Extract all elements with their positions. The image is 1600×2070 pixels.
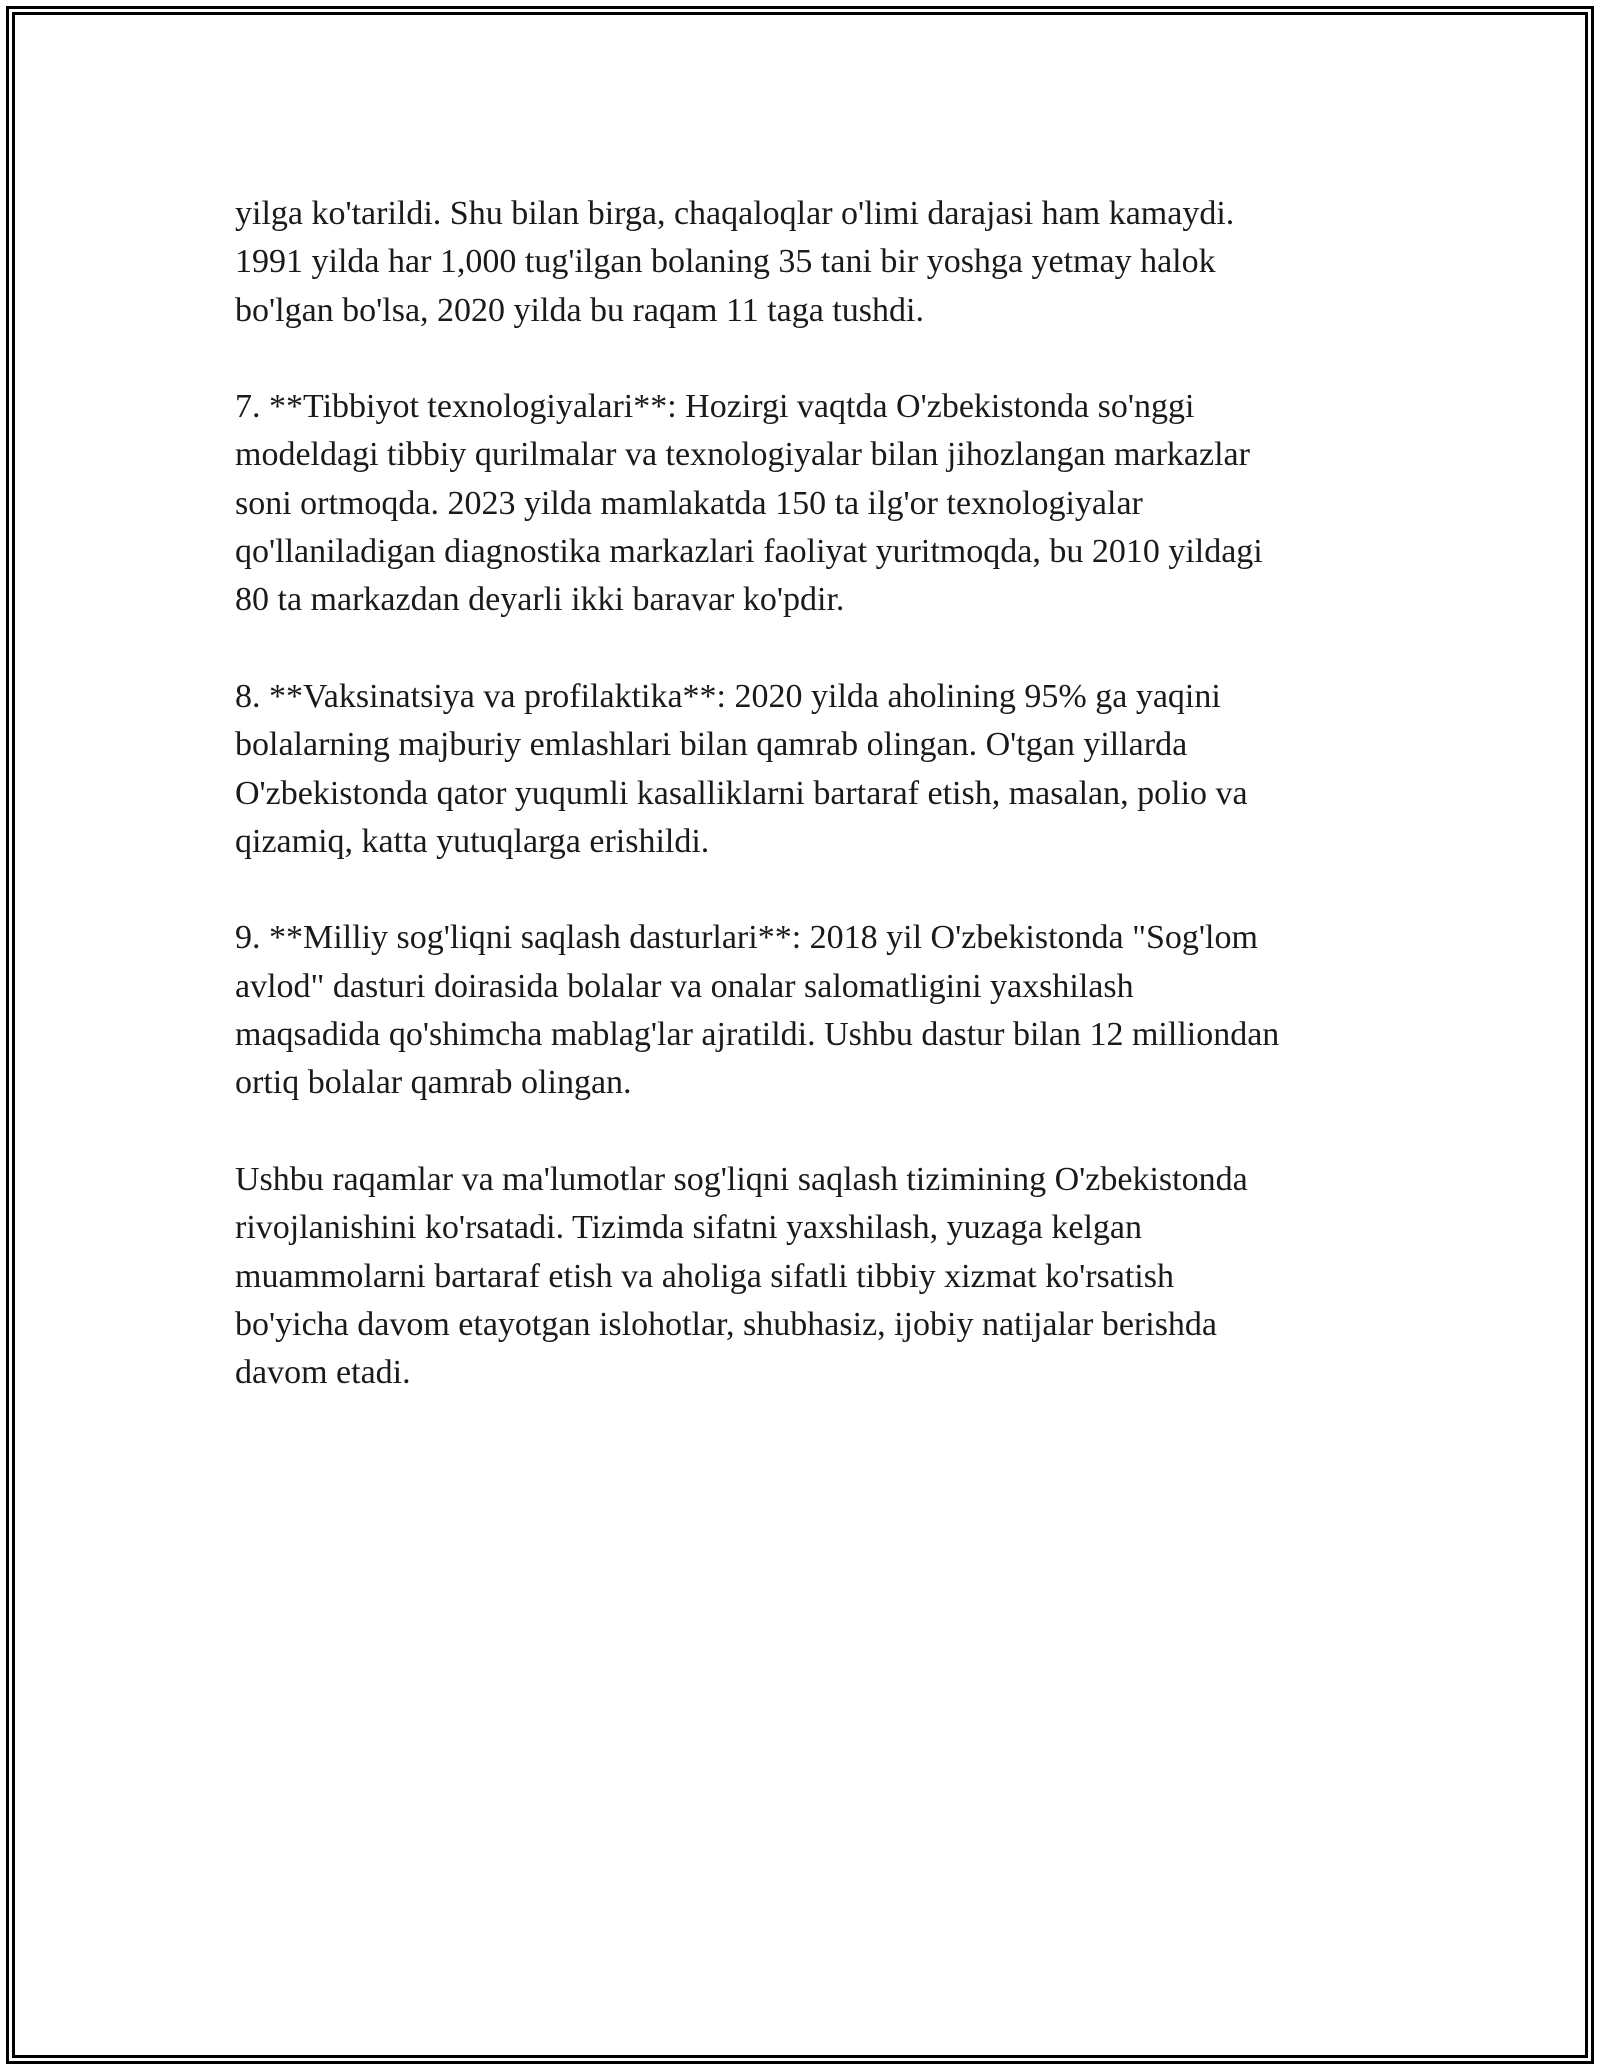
text-line: soni ortmoqda. 2023 yilda mamlakatda 150 ta ilg'or texnologiyalar (235, 484, 1143, 522)
text-line: 80 ta markazdan deyarli ikki baravar ko'pdir. (235, 581, 845, 619)
text-line: ortiq bolalar qamrab olingan. (235, 1064, 632, 1102)
text-line: davom etadi. (235, 1354, 411, 1392)
text-line: yilga ko'tarildi. Shu bilan birga, chaqaloqlar o'limi darajasi ham kamaydi. (235, 195, 1235, 232)
text-line: qizamiq, katta yutuqlarga erishildi. (235, 822, 710, 860)
text-line: bo'yicha davom etayotgan islohotlar, shubhasiz, ijobiy natijalar berishda (235, 1305, 1218, 1343)
text-line: Ushbu raqamlar va ma'lumotlar sog'liqni saqlash tizimining O'zbekistonda (235, 1160, 1248, 1198)
text-line: bo'lgan bo'lsa, 2020 yilda bu raqam 11 taga tushdi. (235, 291, 924, 329)
text-line: 1991 yilda har 1,000 tug'ilgan bolaning 35 tani bir yoshga yetmay halok (235, 243, 1216, 281)
text-line: 8. **Vaksinatsiya va profilaktika**: 2020 yilda aholining 95% ga yaqini (235, 677, 1221, 715)
paragraph-item-7 (235, 383, 1385, 624)
paragraph-conclusion (235, 1156, 1385, 1397)
text-line: rivojlanishini ko'rsatadi. Tizimda sifatni yaxshilash, yuzaga kelgan (235, 1209, 1142, 1247)
paragraph-continuation (235, 190, 1385, 335)
text-line: modeldagi tibbiy qurilmalar va texnologiyalar bilan jihozlangan markazlar (235, 436, 1250, 474)
text-line: maqsadida qo'shimcha mablag'lar ajratildi. Ushbu dastur bilan 12 milliondan (235, 1016, 1280, 1054)
paragraph-item-8 (235, 673, 1385, 866)
document-body (235, 190, 1385, 1446)
text-line: O'zbekistonda qator yuqumli kasalliklarni bartaraf etish, masalan, polio va (235, 774, 1248, 812)
text-line: 7. **Tibbiyot texnologiyalari**: Hozirgi vaqtda O'zbekistonda so'nggi (235, 388, 1195, 426)
text-line: avlod" dasturi doirasida bolalar va onalar salomatligini yaxshilash (235, 967, 1134, 1005)
text-line: bolalarning majburiy emlashlari bilan qamrab olingan. O'tgan yillarda (235, 726, 1188, 764)
text-line: qo'llaniladigan diagnostika markazlari faoliyat yuritmoqda, bu 2010 yildagi (235, 533, 1263, 571)
text-line: 9. **Milliy sog'liqni saqlash dasturlari**: 2018 yil O'zbekistonda "Sog'lom (235, 919, 1258, 957)
paragraph-item-9 (235, 914, 1385, 1107)
text-line: muammolarni bartaraf etish va aholiga sifatli tibbiy xizmat ko'rsatish (235, 1257, 1174, 1295)
